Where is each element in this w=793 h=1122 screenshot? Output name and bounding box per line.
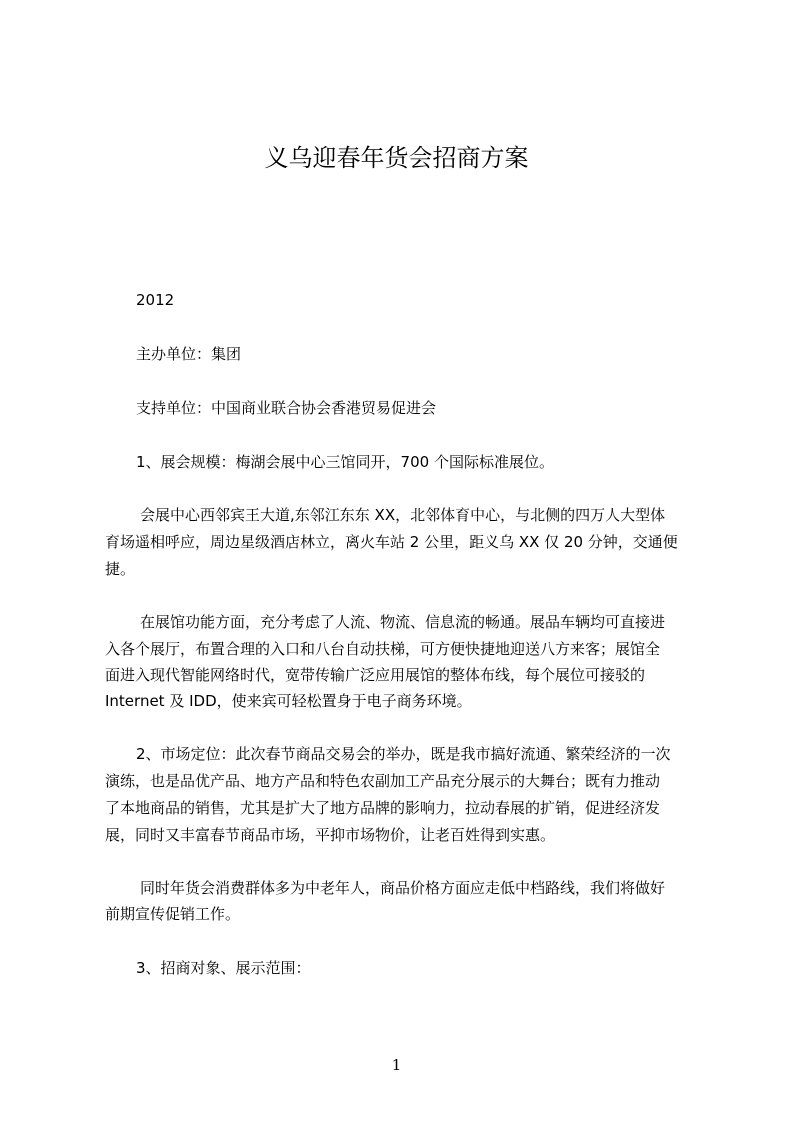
paragraph-venue-line: 会展中心西邻宾王大道,东邻江东东 XX，北邻体育中心，与北侧的四万人大型体 [140,506,666,524]
organizer-line: 主办单位：集团 [136,345,242,363]
paragraph-facility-line: 入各个展厅，布置合理的入口和八台自动扶梯，可方便快捷地迎送八方来客；展馆全 [105,640,661,658]
year-line: 2012 [136,291,175,309]
section-heading-targets: 3、招商对象、展示范围： [136,959,311,977]
paragraph-consumer-line: 同时年货会消费群体多为中老年人，商品价格方面应走低中档路线，我们将做好 [140,879,666,897]
paragraph-market-line: 演练，也是品优产品、地方产品和特色农副加工产品充分展示的大舞台；既有力推动 [105,772,661,790]
paragraph-exhibition-scale: 1、展会规模：梅湖会展中心三馆同开，700 个国际标准展位。 [136,453,554,471]
paragraph-venue-line: 育场遥相呼应，周边星级酒店林立，离火车站 2 公里，距义乌 XX 仅 20 分钟，交通便 [105,533,678,551]
paragraph-market-line: 2、市场定位：此次春节商品交易会的举办，既是我市搞好流通、繁荣经济的一次 [136,745,671,763]
paragraph-facility-line: 面进入现代智能网络时代，宽带传输广泛应用展馆的整体布线，每个展位可接驳的 [105,666,646,684]
paragraph-facility-line: 在展馆功能方面，充分考虑了人流、物流、信息流的畅通。展品车辆均可直接进 [140,613,666,631]
document-title: 义乌迎春年货会招商方案 [264,144,529,172]
page-number: 1 [391,1056,402,1074]
paragraph-market-line: 展，同时又丰富春节商品市场，平抑市场物价，让老百姓得到实惠。 [105,826,556,844]
paragraph-facility-line: Internet 及 IDD，使来宾可轻松置身于电子商务环境。 [105,692,472,710]
paragraph-venue-line: 捷。 [105,560,136,578]
paragraph-market-line: 了本地商品的销售，尤其是扩大了地方品牌的影响力，拉动春展的扩销，促进经济发 [105,799,661,817]
paragraph-consumer-line: 前期宣传促销工作。 [105,905,241,923]
supporter-line: 支持单位：中国商业联合协会香港贸易促进会 [136,399,437,417]
